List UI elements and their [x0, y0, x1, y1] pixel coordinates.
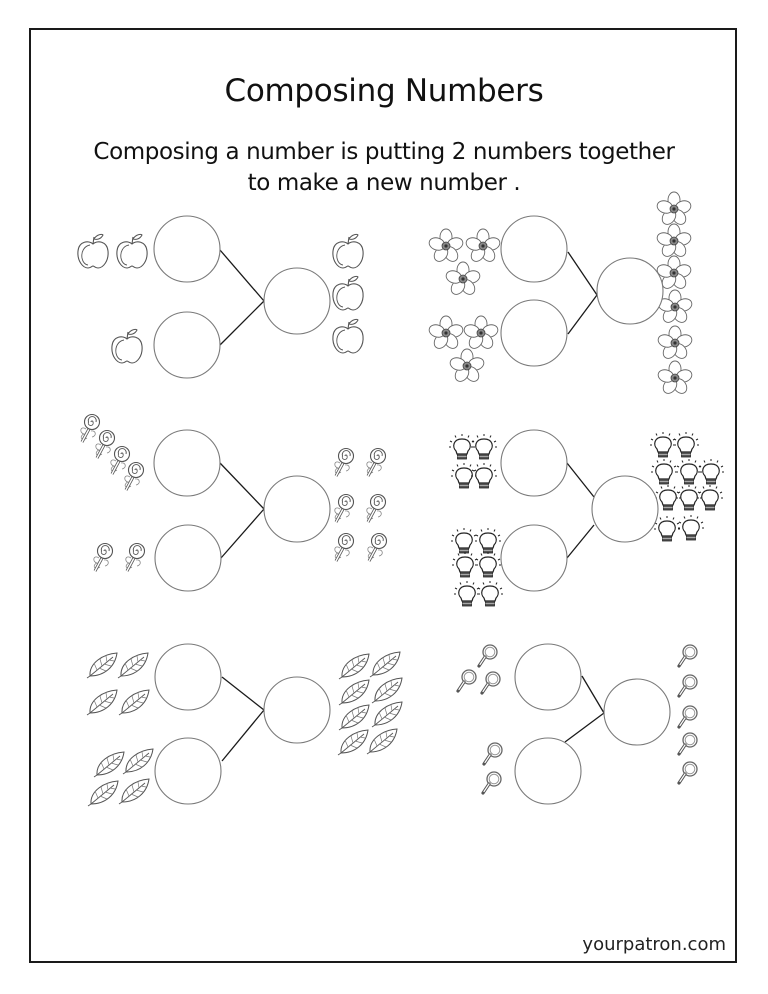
- part-b-answer-circle[interactable]: [515, 738, 581, 804]
- magnifying-glass-icon: [679, 733, 697, 754]
- lightbulb-icon: [678, 515, 704, 540]
- leaf-icon: [123, 749, 153, 774]
- part-b-magnifier-group: [483, 743, 502, 793]
- part-b-leaf-group: [88, 749, 153, 806]
- leaf-icon: [94, 752, 124, 777]
- connector-line: [567, 463, 594, 497]
- flower-icon: [657, 361, 694, 396]
- lollipop-icon: [96, 431, 115, 459]
- leaf-icon: [372, 702, 402, 727]
- leaf-icon: [370, 652, 400, 677]
- magnifying-glass-icon: [483, 772, 501, 793]
- whole-answer-circle[interactable]: [264, 268, 330, 334]
- part-a-lollipop-group: [81, 415, 144, 491]
- part-a-answer-circle[interactable]: [154, 430, 220, 496]
- lightbulb-icon: [475, 528, 501, 553]
- lollipop-icon: [367, 449, 386, 477]
- part-a-answer-circle[interactable]: [154, 216, 220, 282]
- lightbulb-icon: [475, 552, 501, 577]
- connector-line: [220, 250, 264, 301]
- lightbulb-icon: [471, 463, 497, 488]
- leaf-icon: [339, 680, 369, 705]
- part-b-apple-group: [112, 329, 142, 363]
- connector-line: [222, 710, 264, 761]
- leaf-icon: [88, 781, 118, 806]
- lollipop-icon: [367, 495, 386, 523]
- lightbulb-icon: [452, 552, 478, 577]
- problem-apples: [78, 216, 363, 378]
- part-a-leaf-group: [87, 653, 149, 715]
- connector-line: [567, 525, 594, 558]
- part-a-apple-group: [78, 234, 147, 268]
- lollipop-icon: [368, 534, 387, 562]
- part-a-answer-circle[interactable]: [501, 216, 567, 282]
- connector-line: [568, 252, 597, 295]
- lollipop-icon: [335, 495, 354, 523]
- whole-answer-circle[interactable]: [264, 476, 330, 542]
- flower-icon: [428, 229, 465, 264]
- part-a-flower-group: [428, 229, 502, 297]
- footer-credit: yourpatron.com: [582, 934, 726, 955]
- flower-icon: [445, 262, 482, 297]
- lollipop-icon: [94, 544, 113, 572]
- connector-line: [221, 509, 264, 558]
- leaf-icon: [119, 690, 149, 715]
- flower-icon: [465, 229, 502, 264]
- whole-leaf-group: [338, 652, 402, 755]
- part-b-answer-circle[interactable]: [154, 312, 220, 378]
- apple-icon: [333, 276, 363, 310]
- instructions-line-2: to make a new number .: [247, 170, 521, 196]
- leaf-icon: [367, 729, 397, 754]
- flower-icon: [657, 326, 694, 361]
- part-b-flower-group: [428, 316, 500, 384]
- leaf-icon: [87, 690, 117, 715]
- magnifying-glass-icon: [679, 675, 697, 696]
- lollipop-icon: [335, 449, 354, 477]
- connector-line: [220, 301, 264, 345]
- part-b-answer-circle[interactable]: [501, 525, 567, 591]
- apple-icon: [333, 319, 363, 353]
- leaf-icon: [338, 730, 368, 755]
- lollipop-icon: [111, 447, 130, 475]
- leaf-icon: [87, 653, 117, 678]
- flower-icon: [463, 316, 500, 351]
- flower-icon: [449, 349, 486, 384]
- leaf-icon: [118, 653, 148, 678]
- connector-line: [220, 463, 264, 509]
- part-a-answer-circle[interactable]: [155, 644, 221, 710]
- part-a-answer-circle[interactable]: [501, 430, 567, 496]
- part-a-answer-circle[interactable]: [515, 644, 581, 710]
- magnifying-glass-icon: [458, 670, 476, 691]
- lollipop-icon: [126, 544, 145, 572]
- lollipop-icon: [335, 534, 354, 562]
- connector-line: [565, 713, 604, 742]
- leaf-icon: [339, 705, 369, 730]
- lightbulb-icon: [673, 432, 699, 457]
- leaf-icon: [119, 779, 149, 804]
- leaf-icon: [339, 654, 369, 679]
- part-a-lightbulb-group: [449, 434, 497, 488]
- magnifying-glass-icon: [679, 706, 697, 727]
- whole-lightbulb-group: [650, 432, 724, 541]
- flower-icon: [656, 224, 693, 259]
- instructions-line-1: Composing a number is putting 2 numbers together: [93, 139, 675, 165]
- lightbulb-icon: [651, 459, 677, 484]
- page-title: Composing Numbers: [224, 73, 544, 109]
- whole-answer-circle[interactable]: [264, 677, 330, 743]
- connector-line: [222, 677, 264, 710]
- apple-icon: [112, 329, 142, 363]
- flower-icon: [656, 192, 693, 227]
- leaf-icon: [372, 678, 402, 703]
- magnifying-glass-icon: [482, 672, 500, 693]
- magnifying-glass-icon: [679, 645, 697, 666]
- part-b-answer-circle[interactable]: [155, 738, 221, 804]
- problem-magnifiers: [458, 644, 697, 804]
- part-b-lollipop-group: [94, 544, 145, 572]
- apple-icon: [333, 234, 363, 268]
- whole-magnifier-group: [679, 645, 697, 783]
- problem-flowers: [428, 192, 694, 396]
- magnifying-glass-icon: [484, 743, 502, 764]
- magnifying-glass-icon: [679, 762, 697, 783]
- apple-icon: [78, 234, 108, 268]
- lightbulb-icon: [451, 528, 477, 553]
- lightbulb-icon: [454, 581, 480, 606]
- part-b-answer-circle[interactable]: [155, 525, 221, 591]
- problem-lightbulbs: [449, 430, 724, 606]
- apple-icon: [117, 234, 147, 268]
- lollipop-icon: [125, 463, 144, 491]
- lightbulb-icon: [477, 581, 503, 606]
- whole-answer-circle[interactable]: [597, 258, 663, 324]
- lightbulb-icon: [451, 463, 477, 488]
- magnifying-glass-icon: [479, 645, 497, 666]
- connector-line: [582, 676, 604, 713]
- part-b-answer-circle[interactable]: [501, 300, 567, 366]
- part-b-lightbulb-group: [451, 528, 503, 606]
- problem-leaves: [87, 644, 402, 806]
- problem-lollipops: [81, 415, 387, 592]
- flower-icon: [428, 316, 465, 351]
- lightbulb-icon: [654, 516, 680, 541]
- connector-line: [568, 295, 597, 334]
- lightbulb-icon: [650, 432, 676, 457]
- whole-lollipop-group: [335, 449, 387, 562]
- whole-apple-group: [333, 234, 363, 353]
- whole-answer-circle[interactable]: [592, 476, 658, 542]
- whole-answer-circle[interactable]: [604, 679, 670, 745]
- part-a-magnifier-group: [458, 645, 500, 693]
- lollipop-icon: [81, 415, 100, 443]
